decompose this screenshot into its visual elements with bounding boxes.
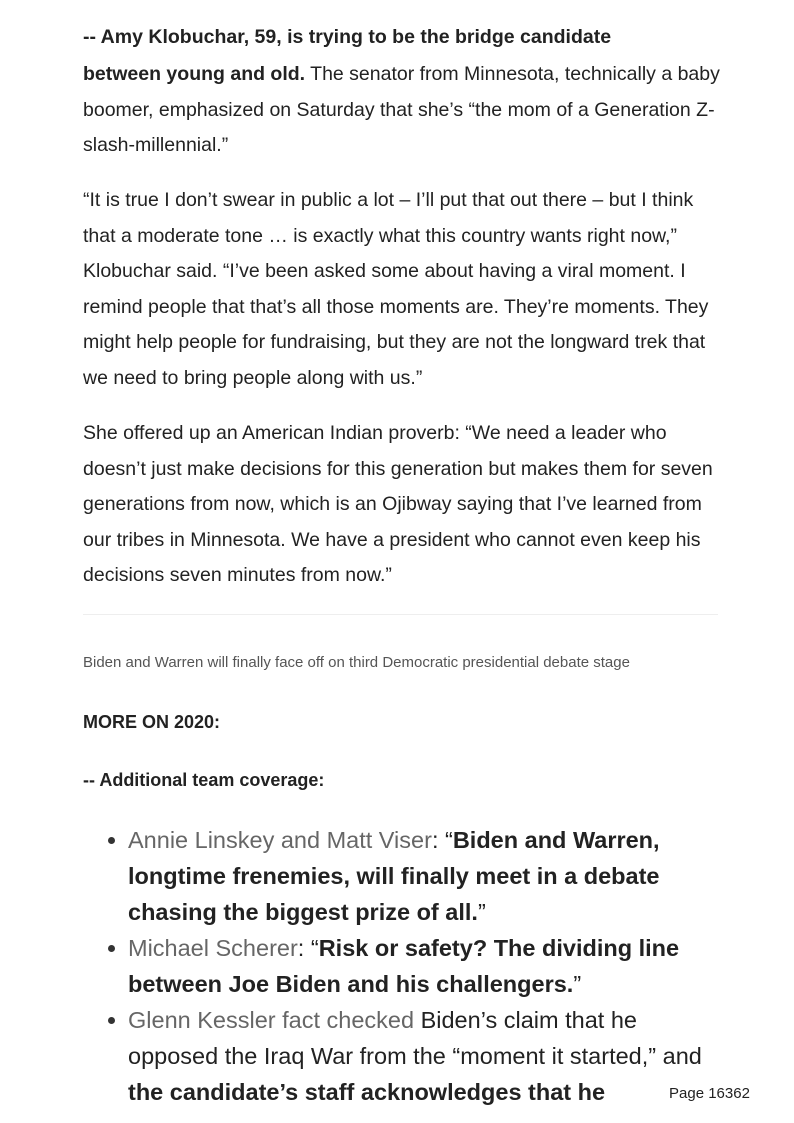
paragraph-klobuchar-quote: “It is true I don’t swear in public a lot – I’ll put that out there – but I think that a moderate tone … is exactly what this country wants right now,” Klobuchar said. “I’ve been asked some about having a viral moment. I remind people that that’s all those moments are. They’re moments. They might help people for fundraising, but they are not the longward trek that we need to bring people along with us.” <box>83 189 709 389</box>
paragraph-ojibway-proverb: She offered up an American Indian proverb: “We need a leader who doesn’t just make decisions for this generation but makes them for seven generations from now, which is an Ojibway saying that I’ve learned from our tribes in Minnesota. We have a president who cannot even keep his decisions seven minutes from now.” <box>83 422 713 587</box>
page-number: Page 16362 <box>669 1085 750 1102</box>
connector-text: : “ <box>431 827 453 853</box>
author-link[interactable]: Glenn Kessler fact checked <box>128 1007 415 1033</box>
video-caption[interactable]: Biden and Warren will finally face off on third Democratic presidential debate stage <box>83 654 630 671</box>
author-link[interactable]: Michael Scherer <box>128 935 298 961</box>
connector-text: : “ <box>297 935 319 961</box>
list-item <box>83 1002 723 1110</box>
paragraph-body: The senator from Minnesota, technically a baby boomer, emphasized on Saturday that she’s “the mom of a Generation Z-slash-millennial.” <box>83 63 720 157</box>
partial-top-line <box>83 20 723 48</box>
top-partial-text: -- Amy Klobuchar, 59, is trying to be the bridge candidate <box>83 26 612 48</box>
closing-quote: ” <box>573 971 582 997</box>
bullet-icon <box>108 945 115 952</box>
connector-text: Biden’s claim that he opposed the Iraq War from the “moment it started,” and <box>128 1007 702 1069</box>
paragraph-klobuchar-intro <box>83 57 723 164</box>
team-coverage-heading: -- Additional team coverage: <box>83 770 325 790</box>
list-item <box>83 930 723 1002</box>
list-item <box>83 822 723 930</box>
bullet-icon <box>108 837 115 844</box>
author-link[interactable]: Annie Linskey and Matt Viser <box>128 827 432 853</box>
headline-link[interactable]: the candidate’s staff acknowledges that he <box>128 1079 606 1105</box>
more-on-2020-heading: MORE ON 2020: <box>83 712 221 732</box>
paragraph-lead-bold: between young and old. <box>83 63 306 85</box>
section-divider <box>83 614 718 615</box>
closing-quote: ” <box>477 899 486 925</box>
headline-link[interactable]: Risk or safety? The dividing line between Joe Biden and his challengers. <box>128 935 680 997</box>
bullet-icon <box>108 1017 115 1024</box>
headline-link[interactable]: Biden and Warren, longtime frenemies, will finally meet in a debate chasing the biggest prize of all. <box>128 827 660 925</box>
